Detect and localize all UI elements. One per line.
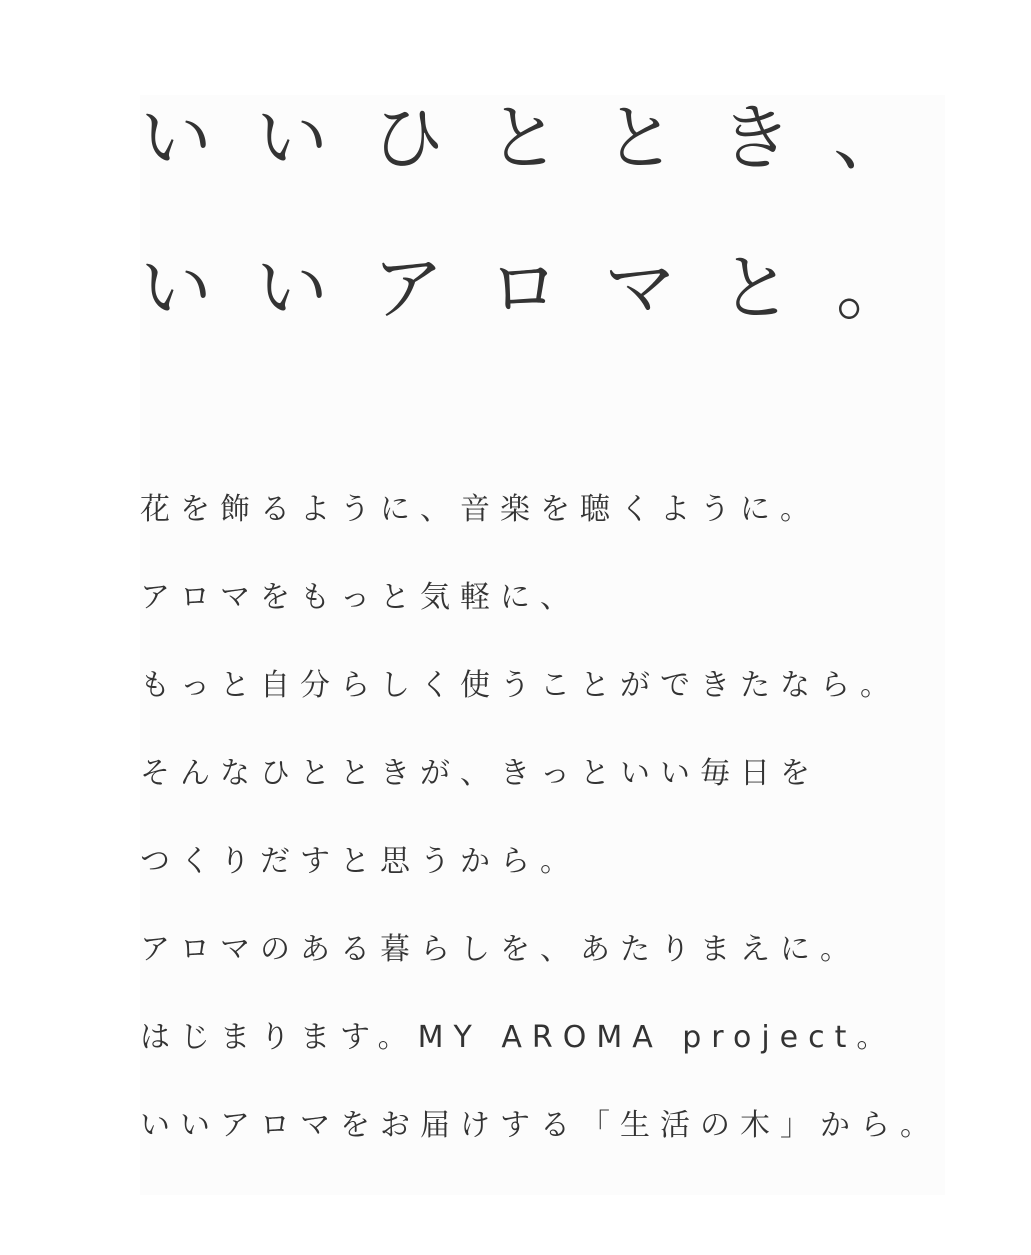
body-line-8: いいアロマをお届けする「生活の木」から。 bbox=[140, 1108, 940, 1143]
headline-line-1: いいひととき、 bbox=[140, 96, 950, 180]
body-line-3: もっと自分らしく使うことができたなら。 bbox=[140, 668, 900, 703]
body-line-2: アロマをもっと気軽に、 bbox=[140, 580, 580, 615]
body-line-5: つくりだすと思うから。 bbox=[140, 844, 580, 879]
body-line-6: アロマのある暮らしを、あたりまえに。 bbox=[140, 932, 860, 967]
body-line-1: 花を飾るように、音楽を聴くように。 bbox=[140, 492, 820, 527]
headline-line-2: いいアロマと。 bbox=[140, 246, 953, 330]
body-line-7: はじまります。MY AROMA project。 bbox=[140, 1020, 897, 1055]
body-line-4: そんなひとときが、きっといい毎日を bbox=[140, 756, 820, 791]
